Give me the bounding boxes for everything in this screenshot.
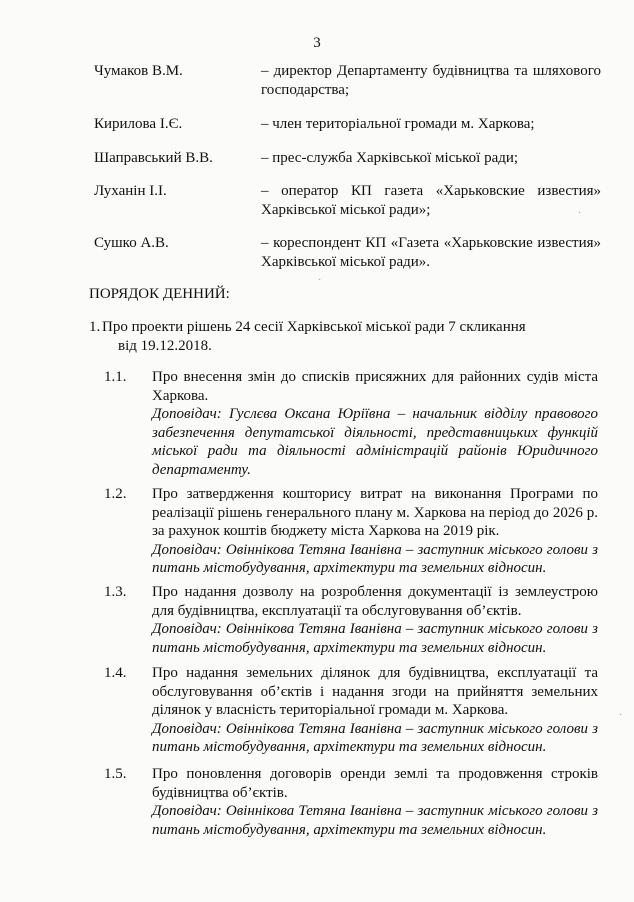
agenda-heading: ПОРЯДОК ДЕННИЙ: bbox=[89, 286, 230, 302]
subitem-title: Про поновлення договорів оренди землі та продовження строків будівництва об’єктів. bbox=[152, 766, 598, 801]
agenda-item-number: 1. bbox=[89, 319, 101, 335]
subitem-body bbox=[152, 765, 598, 839]
subitem-reporter: Доповідач: Овіннікова Тетяна Іванівна – заступник міського голови з питань містобудування, архітектури та земельних відносин. bbox=[152, 621, 598, 656]
scan-speck: · bbox=[619, 710, 623, 721]
page-number: 3 bbox=[313, 35, 321, 51]
scan-speck: · bbox=[318, 275, 322, 286]
subitem-title: Про затвердження кошторису витрат на виконання Програми по реалізації рішень генерального плану м. Харкова на період до 2026 р. за рахунок коштів бюджету міста Харкова на 2019 рік. bbox=[152, 486, 598, 539]
attendee-name: Кирилова І.Є. bbox=[94, 116, 183, 132]
subitem-body bbox=[152, 485, 598, 578]
attendee-name: Чумаков В.М. bbox=[94, 63, 183, 79]
subitem-title: Про внесення змін до списків присяжних для районних судів міста Харкова. bbox=[152, 369, 598, 404]
subitem-number: 1.4. bbox=[104, 665, 127, 681]
attendee-name: Сушко А.В. bbox=[94, 235, 169, 251]
scan-speck: · bbox=[578, 208, 582, 219]
subitem-body bbox=[152, 583, 598, 657]
attendee-name: Шаправський В.В. bbox=[94, 150, 213, 166]
subitem-reporter: Доповідач: Гуслєва Оксана Юріївна – начальник відділу правового забезпечення депутатської діяльності, представницьких функцій міської ради та діяльності адміністрацій районів Юридичного департаменту. bbox=[152, 406, 598, 478]
subitem-number: 1.5. bbox=[104, 766, 127, 782]
attendee-role: – директор Департаменту будівництва та шляхового господарства; bbox=[261, 63, 601, 98]
subitem-reporter: Доповідач: Овіннікова Тетяна Іванівна – заступник міського голови з питань містобудування, архітектури та земельних відносин. bbox=[152, 803, 598, 838]
subitem-number: 1.3. bbox=[104, 584, 127, 600]
attendee-name: Луханін І.І. bbox=[94, 183, 167, 199]
subitem-title: Про надання дозволу на розроблення документації із землеустрою для будівництва, експлуатації та обслуговування об’єктів. bbox=[152, 584, 598, 619]
subitem-reporter: Доповідач: Овіннікова Тетяна Іванівна – заступник міського голови з питань містобудування, архітектури та земельних відносин. bbox=[152, 720, 598, 755]
subitem-body bbox=[152, 368, 598, 479]
subitem-number: 1.1. bbox=[104, 369, 127, 385]
attendee-role: – прес-служба Харківської міської ради; bbox=[261, 150, 519, 166]
attendee-role: – оператор КП газета «Харьковские известия» Харківської міської ради»; bbox=[261, 183, 601, 218]
attendee-role: – кореспондент КП «Газета «Харьковские известия» Харківської міської ради». bbox=[261, 235, 601, 270]
agenda-item-text: Про проекти рішень 24 сесії Харківської міської ради 7 скликання bbox=[102, 319, 526, 335]
subitem-number: 1.2. bbox=[104, 486, 127, 502]
subitem-title: Про надання земельних ділянок для будівництва, експлуатації та обслуговування об’єктів і надання згоди на прийняття земельних ділянок у власність територіальної громади м. Харкова. bbox=[152, 665, 598, 718]
subitem-reporter: Доповідач: Овіннікова Тетяна Іванівна – заступник міського голови з питань містобудування, архітектури та земельних відносин. bbox=[152, 541, 598, 576]
agenda-item-date: від 19.12.2018. bbox=[118, 338, 212, 354]
subitem-body bbox=[152, 664, 598, 757]
attendee-role: – член територіальної громади м. Харкова; bbox=[261, 116, 535, 132]
